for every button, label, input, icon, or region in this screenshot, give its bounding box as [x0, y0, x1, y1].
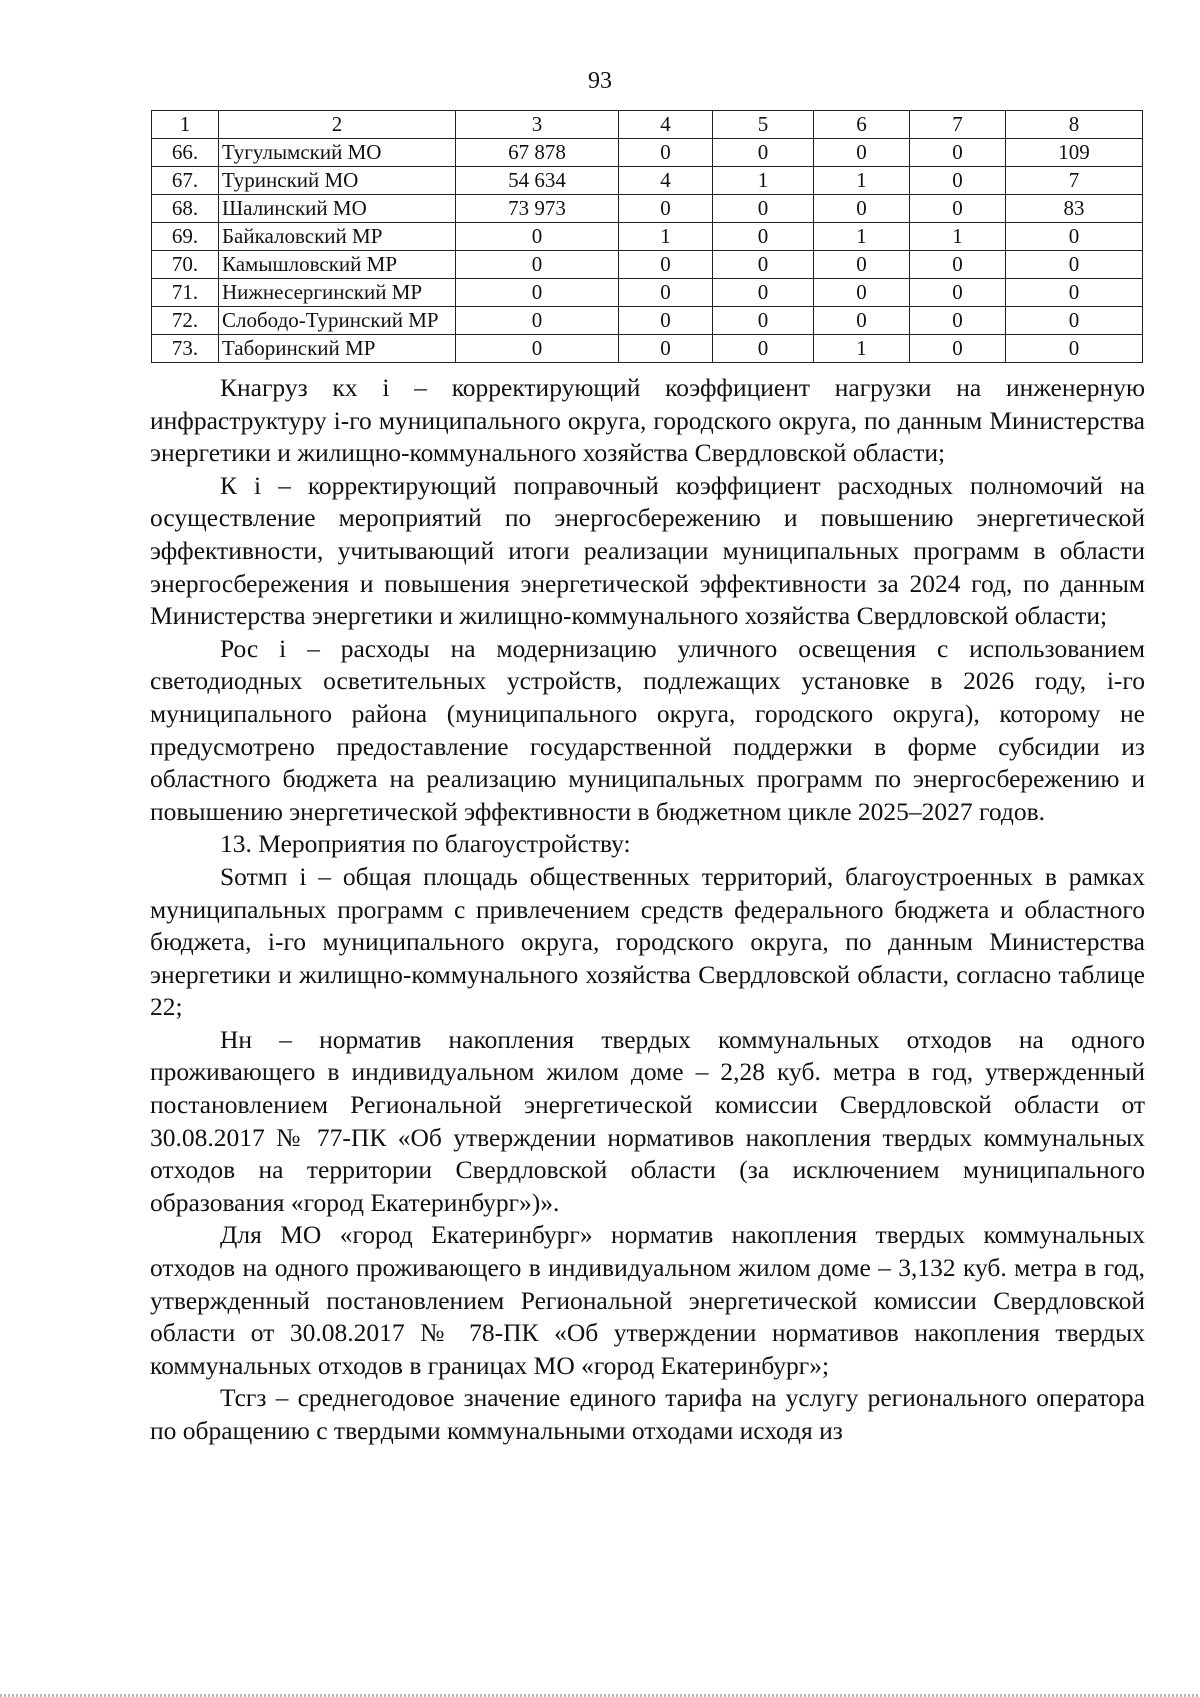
table-cell: 109: [1006, 139, 1143, 167]
table-cell: 83: [1006, 195, 1143, 223]
table-row: [152, 223, 1143, 251]
table-cell: 0: [456, 335, 619, 363]
paragraph-k-coefficient: К i – корректирующий поправочный коэффициент расходных полномочий на осуществление мероприятий по энергосбережению и повышению энергетической эффективности, учитывающий итоги реализации муниципальных программ в области энергосбережения и повышения энергетической эффективности за 2024 год, по данным Министерства энергетики и жилищно-коммунального хозяйства Свердловской области;: [150, 470, 1145, 631]
table-cell: 0: [1006, 279, 1143, 307]
table-cell: 67 878: [456, 139, 619, 167]
table-cell: 7: [1006, 167, 1143, 195]
table-cell: 0: [619, 279, 713, 307]
table-cell: 0: [910, 251, 1006, 279]
table-cell: 0: [814, 279, 910, 307]
table-cell: 0: [619, 139, 713, 167]
paragraph-ros: Рос i – расходы на модернизацию уличного освещения с использованием светодиодных осветительных устройств, подлежащих установке в 2026 году, i-го муниципального района (муниципального округа, городского округа), которому не предусмотрено предоставление государственной поддержки в форме субсидии из областного бюджета на реализацию муниципальных программ по энергосбережению и повышению энергетической эффективности в бюджетном цикле 2025–2027 годов.: [150, 633, 1145, 826]
table-header-cell: 7: [910, 111, 1006, 139]
table-row: [152, 251, 1143, 279]
table-cell: 0: [910, 307, 1006, 335]
paragraph-ekaterinburg: Для МО «город Екатеринбург» норматив накопления твердых коммунальных отходов на одного проживающего в индивидуальном жилом доме – 3,132 куб. метра в год, утвержденный постановлением Региональной энергетической комиссии Свердловской области от 30.08.2017 № 78-ПК «Об утверждении нормативов накопления твердых коммунальных отходов в границах МО «город Екатеринбург»;: [150, 1220, 1145, 1380]
table-cell: 1: [619, 223, 713, 251]
table-cell: 0: [814, 195, 910, 223]
table-cell: 0: [619, 195, 713, 223]
table-header-cell: 6: [814, 111, 910, 139]
table-cell: Туринский МО: [219, 167, 456, 195]
data-table: [151, 110, 1143, 363]
table-cell: 0: [456, 279, 619, 307]
table-cell: 1: [814, 335, 910, 363]
table-header-cell: 1: [152, 111, 219, 139]
table-cell: 0: [814, 307, 910, 335]
table-cell: 0: [456, 223, 619, 251]
table-header-row: [152, 111, 1143, 139]
table-row: [152, 167, 1143, 195]
table-cell: 4: [619, 167, 713, 195]
table-header-cell: 5: [713, 111, 814, 139]
table-cell: 0: [814, 251, 910, 279]
table-cell: 1: [713, 167, 814, 195]
table-cell: 72.: [152, 307, 219, 335]
table-cell: 0: [910, 335, 1006, 363]
table-cell: 0: [1006, 307, 1143, 335]
table-row: [152, 195, 1143, 223]
table-row: [152, 307, 1143, 335]
table-cell: 0: [713, 139, 814, 167]
table-cell: 1: [814, 223, 910, 251]
table-cell: Тугулымский МО: [219, 139, 456, 167]
table-header-cell: 3: [456, 111, 619, 139]
table-cell: 0: [456, 251, 619, 279]
table-cell: 0: [814, 139, 910, 167]
section-heading-13: 13. Мероприятия по благоустройству:: [220, 829, 631, 859]
table-cell: 0: [910, 279, 1006, 307]
table-header-cell: 4: [619, 111, 713, 139]
table-cell: 0: [456, 307, 619, 335]
paragraph-s-otmp: Sотмп i – общая площадь общественных территорий, благоустроенных в рамках муниципальных программ с привлечением средств федерального бюджета и областного бюджета, i-го муниципального округа, городского округа, по данным Министерства энергетики и жилищно-коммунального хозяйства Свердловской области, согласно таблице 22;: [150, 861, 1145, 1022]
table-cell: 1: [814, 167, 910, 195]
table-cell: 54 634: [456, 167, 619, 195]
page-number: 93: [588, 68, 612, 94]
table-cell: 0: [713, 335, 814, 363]
table-cell: 0: [713, 307, 814, 335]
table-cell: 0: [619, 251, 713, 279]
table-cell: 68.: [152, 195, 219, 223]
table-cell: Шалинский МО: [219, 195, 456, 223]
table-cell: 69.: [152, 223, 219, 251]
table-cell: 67.: [152, 167, 219, 195]
table-row: [152, 335, 1143, 363]
table-cell: 0: [713, 223, 814, 251]
table-cell: 0: [713, 279, 814, 307]
table-header-cell: 2: [219, 111, 456, 139]
table-cell: 0: [619, 335, 713, 363]
table-cell: Нижнесергинский МР: [219, 279, 456, 307]
table-cell: 66.: [152, 139, 219, 167]
table-cell: 0: [713, 251, 814, 279]
table-cell: 70.: [152, 251, 219, 279]
table-cell: 0: [1006, 251, 1143, 279]
paragraph-nn: Нн – норматив накопления твердых коммунальных отходов на одного проживающего в индивидуальном жилом доме – 2,28 куб. метра в год, утвержденный постановлением Региональной энергетической комиссии Свердловской области от 30.08.2017 № 77-ПК «Об утверждении нормативов накопления твердых коммунальных отходов на территории Свердловской области (за исключением муниципального образования «город Екатеринбург»)».: [150, 1024, 1145, 1217]
table-cell: 0: [1006, 223, 1143, 251]
table-cell: 0: [619, 307, 713, 335]
table-header-cell: 8: [1006, 111, 1143, 139]
body-text: [150, 372, 1145, 1448]
table-cell: 71.: [152, 279, 219, 307]
table-cell: Таборинский МР: [219, 335, 456, 363]
table-cell: Слободо-Туринский МР: [219, 307, 456, 335]
table-cell: 0: [910, 195, 1006, 223]
table-row: [152, 279, 1143, 307]
table-cell: 73.: [152, 335, 219, 363]
paragraph-tsgz: Тсгз – среднегодовое значение единого тарифа на услугу регионального оператора по обращению с твердыми коммунальными отходами исходя из: [150, 1383, 1145, 1445]
table-cell: 0: [910, 139, 1006, 167]
paragraph-k-nagruz: Кнагруз кх i – корректирующий коэффициент нагрузки на инженерную инфраструктуру i-го муниципального округа, городского округа, по данным Министерства энергетики и жилищно-коммунального хозяйства Свердловской области;: [150, 373, 1145, 468]
table-row: [152, 139, 1143, 167]
table-cell: 0: [713, 195, 814, 223]
table-cell: Камышловский МР: [219, 251, 456, 279]
table-cell: 73 973: [456, 195, 619, 223]
table-cell: 1: [910, 223, 1006, 251]
table-cell: 0: [910, 167, 1006, 195]
table-cell: Байкаловский МР: [219, 223, 456, 251]
table-cell: 0: [1006, 335, 1143, 363]
